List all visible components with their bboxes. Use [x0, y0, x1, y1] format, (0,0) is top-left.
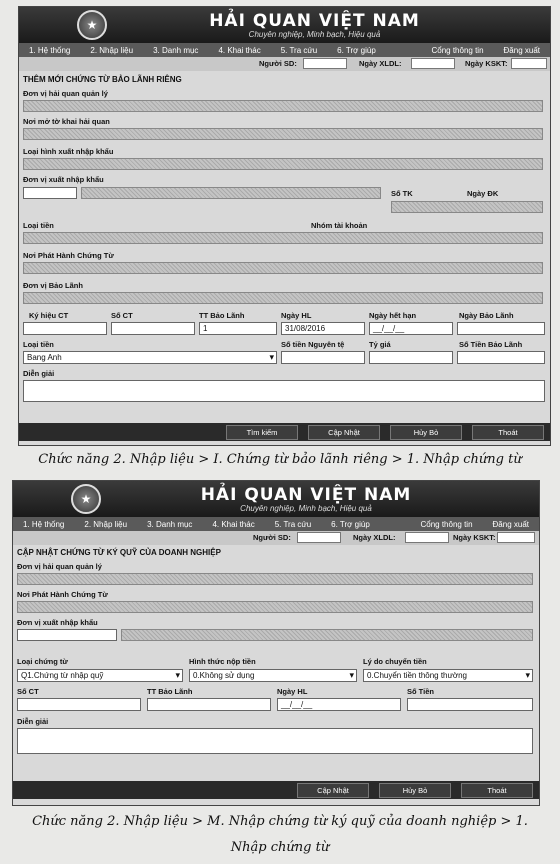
menu-item-khai-thac[interactable]: 4. Khai thác [218, 45, 261, 55]
doc-type-label: Loại chứng từ [17, 657, 68, 666]
trade-type-label: Loại hình xuất nhập khẩu [23, 147, 114, 156]
main-menu [19, 43, 550, 57]
declaration-place-label: Nơi mở tờ khai hải quan [23, 117, 110, 126]
form-title: CẬP NHẬT CHỨNG TỪ KÝ QUỸ CỦA DOANH NGHIỆP [17, 548, 221, 557]
issuer-field[interactable] [23, 262, 543, 274]
account-group-label: Nhóm tài khoản [311, 221, 368, 230]
menu-item-khai-thac[interactable]: 4. Khai thác [212, 519, 255, 529]
menu-item-tra-cuu[interactable]: 5. Tra cứu [274, 519, 312, 529]
expiry-label: Ngày hết hạn [369, 311, 417, 320]
app-banner [19, 7, 550, 43]
importer-label: Đơn vị xuất nhập khẩu [23, 175, 104, 184]
process-date-label: Ngày XLDL: [359, 59, 402, 68]
importer-label: Đơn vị xuất nhập khẩu [17, 618, 98, 627]
issuer-label: Nơi Phát Hành Chứng Từ [17, 590, 108, 599]
search-button[interactable]: Tìm kiếm [226, 425, 298, 440]
form-footer [19, 423, 550, 441]
doc-no-label: Số TK [391, 189, 413, 198]
process-date-value [405, 532, 449, 543]
update-button[interactable]: Cập Nhật [297, 783, 369, 798]
customs-unit-field[interactable] [23, 100, 543, 112]
reason-label: Lý do chuyển tiền [363, 657, 427, 666]
customs-unit-field[interactable] [17, 573, 533, 585]
portal-link[interactable]: Cổng thông tin [420, 519, 473, 529]
importer-name-field[interactable] [121, 629, 533, 641]
doc-no-field[interactable] [391, 201, 543, 213]
menu-item-he-thong[interactable]: 1. Hệ thống [29, 45, 71, 55]
payment-form-label: Hình thức nộp tiền [189, 657, 256, 666]
check-date-label: Ngày KSKT: [465, 59, 508, 68]
rate-label: Tỷ giá [369, 340, 391, 349]
importer-name-field[interactable] [81, 187, 381, 199]
currency-label: Loại tiền [23, 340, 54, 349]
doc-type-select[interactable]: Q1.Chứng từ nhập quỹ ▾ [17, 669, 183, 682]
amount-label: Số Tiền [407, 687, 434, 696]
menu-item-danh-muc[interactable]: 3. Danh mục [147, 519, 193, 529]
guarantor-field[interactable] [23, 292, 543, 304]
symbol-input[interactable] [23, 322, 107, 335]
date-label: Ngày HL [277, 687, 308, 696]
amount-status-input[interactable]: 1 [199, 322, 277, 335]
exit-button[interactable]: Thoát [461, 783, 533, 798]
importer-code-input[interactable] [23, 187, 77, 199]
cancel-button[interactable]: Hủy Bỏ [379, 783, 451, 798]
expiry-input[interactable]: __/__/__ [369, 322, 453, 335]
user-value [303, 58, 347, 69]
caption-1: Chức năng 2. Nhập liệu > I. Chứng từ bảo lãnh riêng > 1. Nhập chứng từ [38, 452, 522, 467]
rate-input[interactable] [369, 351, 453, 364]
note-label: Diễn giải [17, 717, 49, 726]
account-input[interactable] [147, 698, 271, 711]
doc-no-label: Số CT [17, 687, 39, 696]
menu-item-danh-muc[interactable]: 3. Danh mục [153, 45, 199, 55]
payment-form-select[interactable]: 0.Không sử dụng ▾ [189, 669, 357, 682]
note-label: Diễn giải [23, 369, 55, 378]
doc-no-input[interactable] [17, 698, 141, 711]
update-button[interactable]: Cập Nhật [308, 425, 380, 440]
type-label: Loại tiền [23, 221, 54, 230]
user-value [297, 532, 341, 543]
issuer-field[interactable] [17, 601, 533, 613]
reason-select[interactable]: 0.Chuyển tiền thông thường ▾ [363, 669, 533, 682]
caption-2-line-2: Nhập chứng từ [230, 840, 330, 855]
date-input[interactable]: __/__/__ [277, 698, 401, 711]
app-title: HẢI QUAN VIỆT NAM [209, 11, 420, 31]
screenshot-bao-lanh-rieng [18, 6, 551, 446]
amount-status-label: TT Bảo Lãnh [199, 311, 245, 320]
app-title: HẢI QUAN VIỆT NAM [200, 485, 412, 505]
screenshot-ky-quy [12, 480, 540, 806]
issue-date-label: Ngày HL [281, 311, 312, 320]
ex-amount-input[interactable] [281, 351, 365, 364]
reg-date-label: Ngày ĐK [467, 189, 499, 198]
menu-item-nhap-lieu[interactable]: 2. Nhập liệu [90, 45, 134, 55]
menu-item-tra-cuu[interactable]: 5. Tra cứu [280, 45, 318, 55]
session-info-bar [13, 531, 539, 545]
logout-link[interactable]: Đăng xuất [503, 45, 540, 55]
menu-item-tro-giup[interactable]: 6. Trợ giúp [337, 45, 376, 55]
issue-date-input[interactable]: 31/08/2016 [281, 322, 365, 335]
caption-2-line-1: Chức năng 2. Nhập liệu > M. Nhập chứng từ ký quỹ của doanh nghiệp > 1. [32, 814, 528, 829]
cancel-button[interactable]: Hủy Bỏ [390, 425, 462, 440]
note-textarea[interactable] [23, 380, 545, 402]
session-info-bar [19, 57, 550, 71]
number-input[interactable] [111, 322, 195, 335]
app-banner [13, 481, 539, 517]
check-date-label: Ngày KSKT: [453, 533, 496, 542]
vnd-amount-label: Số Tiền Bảo Lãnh [459, 340, 523, 349]
declaration-place-field[interactable] [23, 128, 543, 140]
issuer-label: Nơi Phát Hành Chứng Từ [23, 251, 114, 260]
symbol-label: Ký hiệu CT [29, 311, 69, 320]
number-label: Số CT [111, 311, 133, 320]
exit-button[interactable]: Thoát [472, 425, 544, 440]
vnd-amount-input[interactable] [457, 351, 545, 364]
type-field[interactable] [23, 232, 543, 244]
logout-link[interactable]: Đăng xuất [492, 519, 529, 529]
menu-item-he-thong[interactable]: 1. Hệ thống [23, 519, 65, 529]
note-textarea[interactable] [17, 728, 533, 754]
check-date-value [511, 58, 547, 69]
guarantee-date-input[interactable] [457, 322, 545, 335]
amount-input[interactable] [407, 698, 533, 711]
customs-emblem-icon: ★ [71, 484, 101, 514]
user-label: Người SD: [259, 59, 297, 68]
ex-amount-label: Số tiền Nguyên tệ [281, 340, 345, 349]
menu-item-tro-giup[interactable]: 6. Trợ giúp [331, 519, 370, 529]
user-label: Người SD: [253, 533, 291, 542]
customs-unit-label: Đơn vị hải quan quản lý [23, 89, 108, 98]
importer-code-input[interactable] [17, 629, 117, 641]
customs-emblem-icon: ★ [77, 10, 107, 40]
form-footer [13, 781, 539, 799]
customs-unit-label: Đơn vị hải quan quản lý [17, 562, 102, 571]
form-title: THÊM MỚI CHỨNG TỪ BẢO LÃNH RIÊNG [23, 75, 182, 84]
app-slogan: Chuyên nghiệp, Minh bạch, Hiệu quả [240, 504, 372, 513]
currency-select[interactable]: Bang Anh ▾ [23, 351, 277, 364]
account-label: TT Bảo Lãnh [147, 687, 193, 696]
main-menu [13, 517, 539, 531]
app-slogan: Chuyên nghiệp, Minh bạch, Hiệu quả [248, 30, 381, 39]
portal-link[interactable]: Cổng thông tin [431, 45, 484, 55]
process-date-value [411, 58, 455, 69]
guarantee-date-label: Ngày Bảo Lãnh [459, 311, 514, 320]
process-date-label: Ngày XLDL: [353, 533, 396, 542]
guarantor-label: Đơn vị Bảo Lãnh [23, 281, 83, 290]
trade-type-field[interactable] [23, 158, 543, 170]
check-date-value [497, 532, 535, 543]
menu-item-nhap-lieu[interactable]: 2. Nhập liệu [84, 519, 128, 529]
